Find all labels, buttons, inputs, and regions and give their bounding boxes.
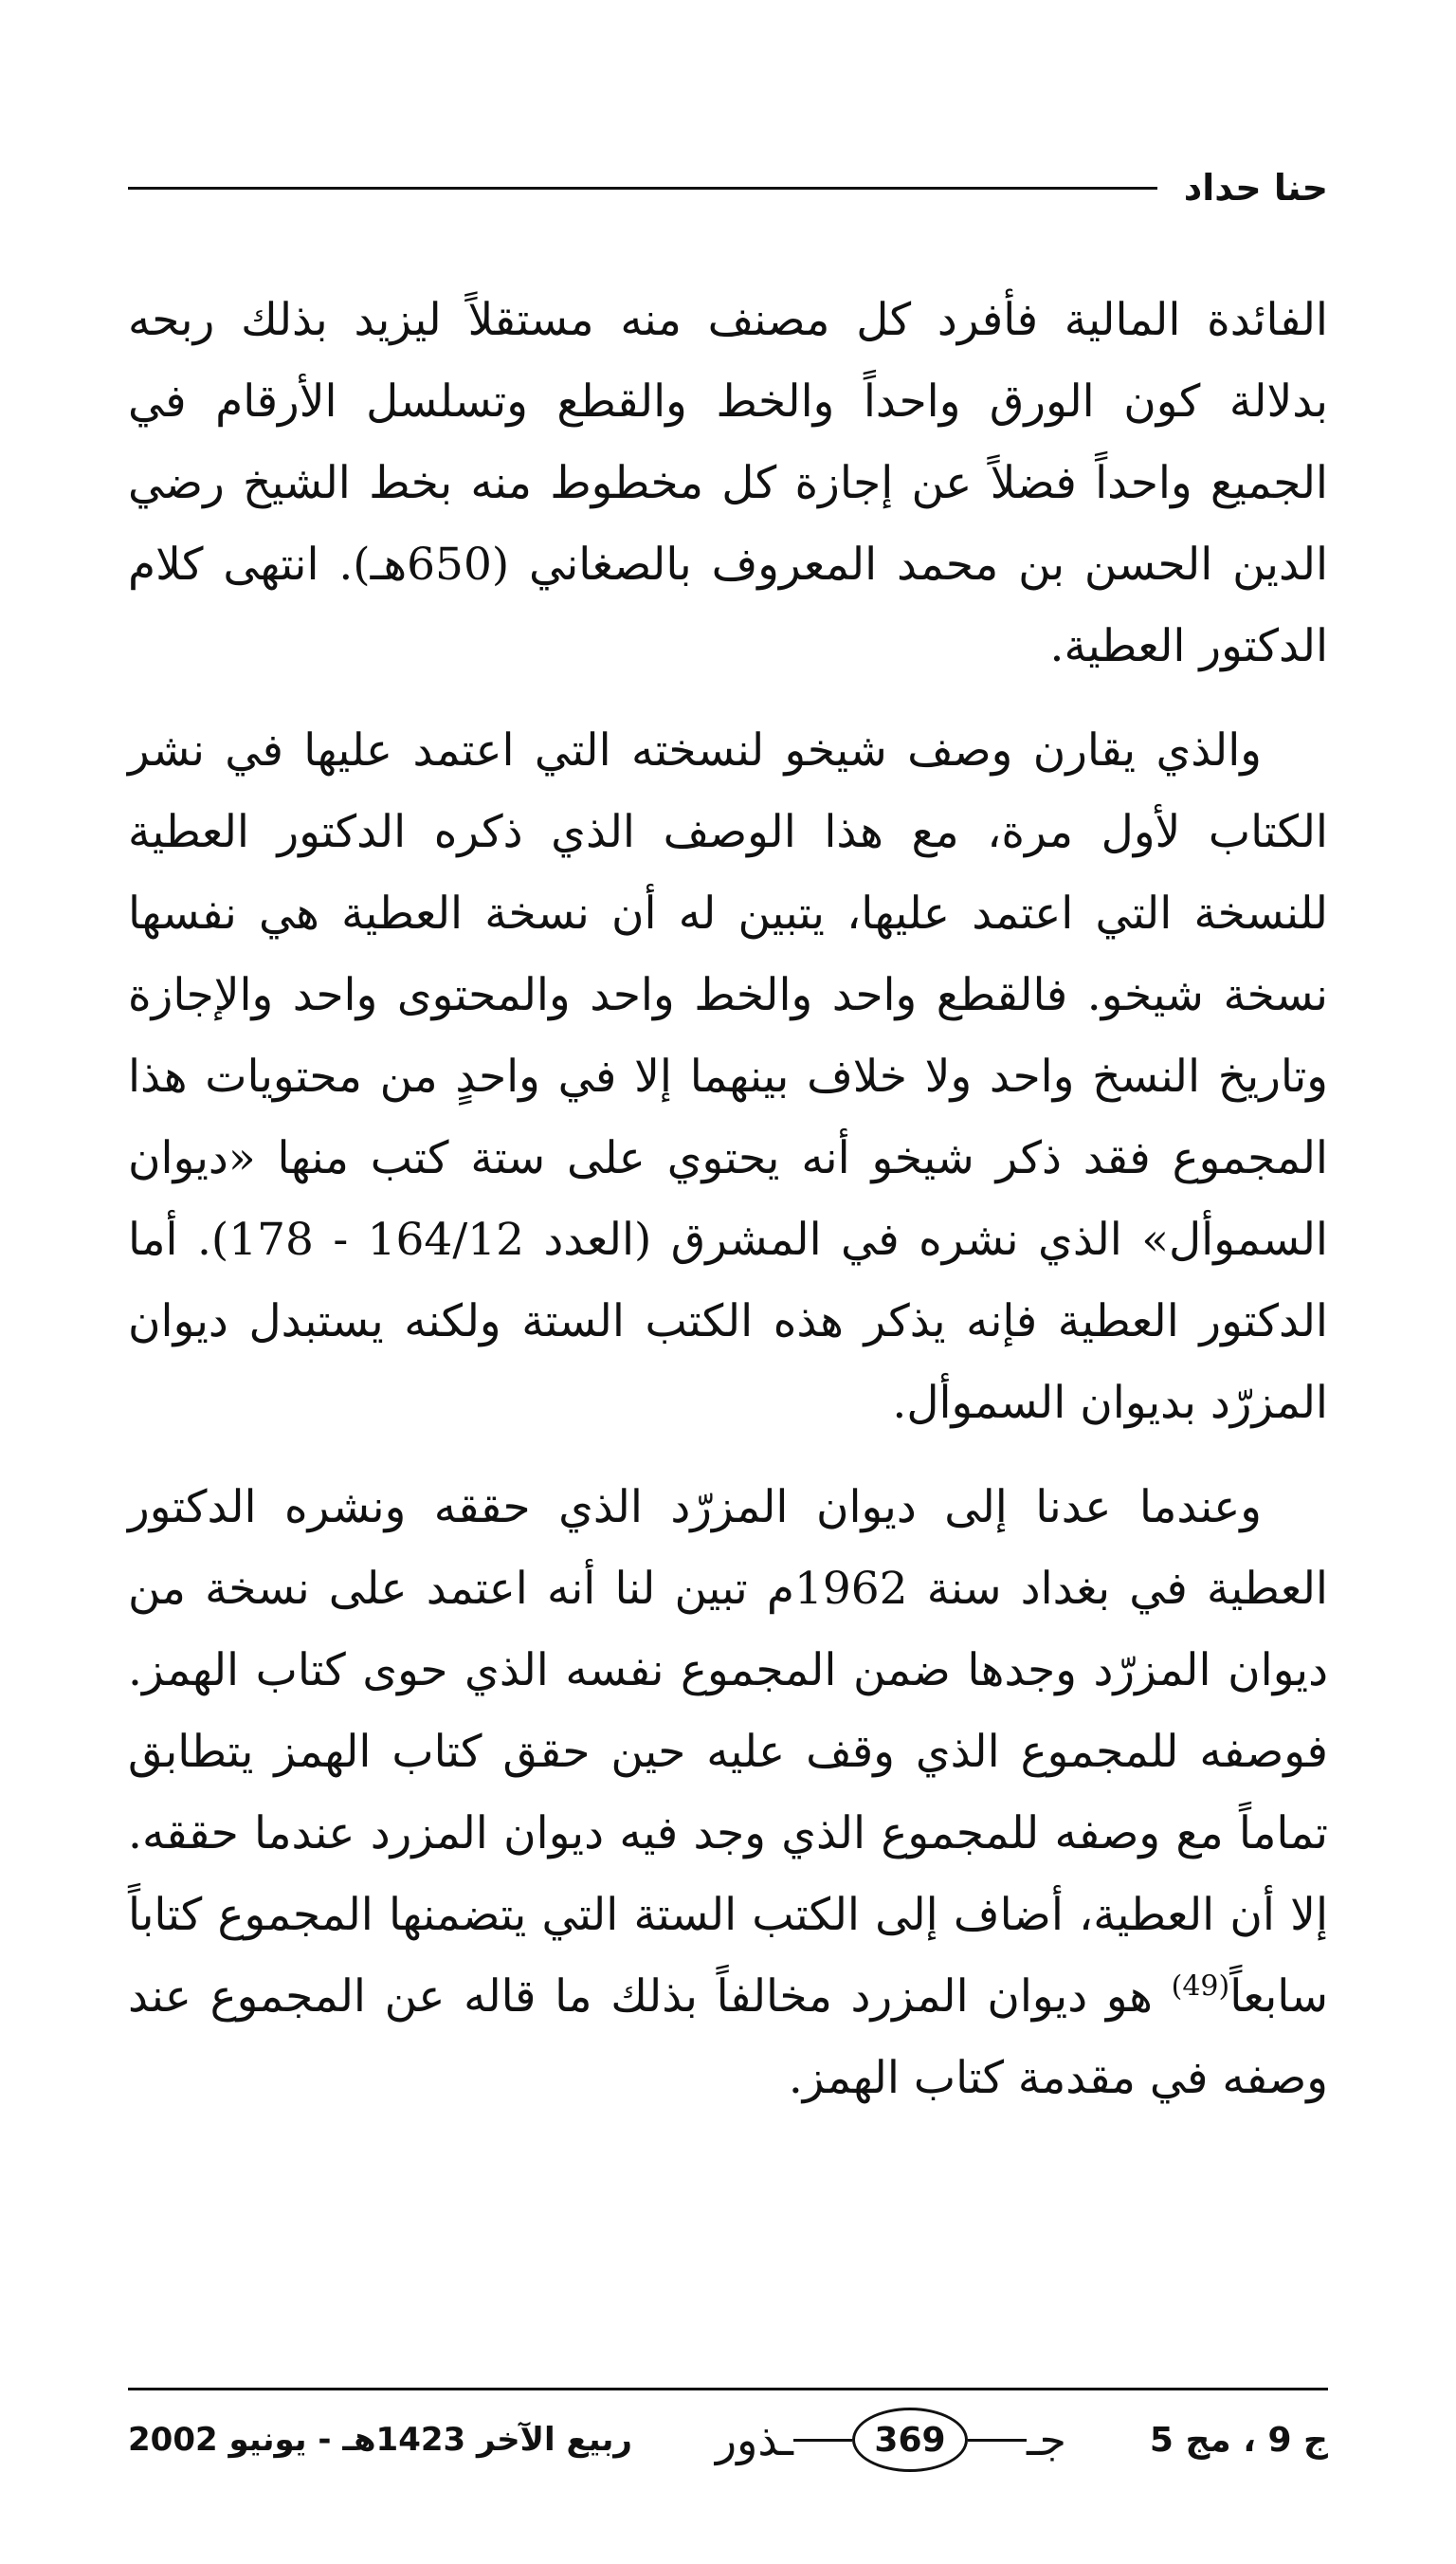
journal-logo: [716, 2408, 1066, 2472]
running-header: [128, 159, 1328, 216]
page-number: 369: [852, 2408, 968, 2472]
volume-info: ج 9 ، مج 5: [1149, 2420, 1328, 2460]
paragraph-3-before: وعندما عدنا إلى ديوان المزرّد الذي حققه ونشره الدكتور العطية في بغداد سنة 1962م تبين لنا أنه اعتمد على نسخة من ديوان المزرّد وجدها ضمن المجموع نفسه الذي حوى كتاب الهمز. فوصفه للمجموع الذي وقف عليه حين حقق كتاب الهمز يتطابق تماماً مع وصفه للمجموع الذي وجد فيه ديوان المزرد عندما حققه. إلا أن العطية، أضاف إلى الكتب الستة التي يتضمنها المجموع كتاباً سابعاً: [128, 1481, 1328, 2023]
footnote-reference: (49): [1171, 1969, 1230, 2004]
header-rule: [128, 187, 1157, 190]
footer-rule: [128, 2388, 1328, 2390]
paragraph-3-after: هو ديوان المزرد مخالفاً بذلك ما قاله عن المجموع عند وصفه في مقدمة كتاب الهمز.: [128, 1970, 1328, 2104]
paragraph-3: [128, 1467, 1328, 2119]
page-footer: [128, 2397, 1328, 2482]
logo-part-left: ـذور: [715, 2414, 793, 2465]
paragraph-1: الفائدة المالية فأفرد كل مصنف منه مستقلاً ليزيد بذلك ربحه بدلالة كون الورق واحداً والخط والقطع وتسلسل الأرقام في الجميع واحداً فضلاً عن إجازة كل مخطوط منه بخط الشيخ رضي الدين الحسن بن محمد المعروف بالصغاني (650هـ). انتهى كلام الدكتور العطية.: [128, 294, 1328, 672]
body-text: [128, 280, 1328, 2142]
logo-dash-right: [968, 2439, 1027, 2442]
issue-date: ربيع الآخر 1423هـ - يونيو 2002: [128, 2421, 632, 2459]
logo-dash-left: [793, 2439, 852, 2442]
paragraph-2: والذي يقارن وصف شيخو لنسخته التي اعتمد عليها في نشر الكتاب لأول مرة، مع هذا الوصف الذي ذكره الدكتور العطية للنسخة التي اعتمد عليها، يتبين له أن نسخة العطية هي نفسها نسخة شيخو. فالقطع واحد والخط واحد والمحتوى واحد والإجازة وتاريخ النسخ واحد ولا خلاف بينهما إلا في واحدٍ من محتويات هذا المجموع فقد ذكر شيخو أنه يحتوي على ستة كتب منها «ديوان السموأل» الذي نشره في المشرق (العدد 164/12 - 178). أما الدكتور العطية فإنه يذكر هذه الكتب الستة ولكنه يستبدل ديوان المزرّد بديوان السموأل.: [128, 724, 1328, 1429]
author-name: حنا حداد: [1183, 167, 1328, 209]
logo-part-right: جـ: [1026, 2414, 1066, 2465]
